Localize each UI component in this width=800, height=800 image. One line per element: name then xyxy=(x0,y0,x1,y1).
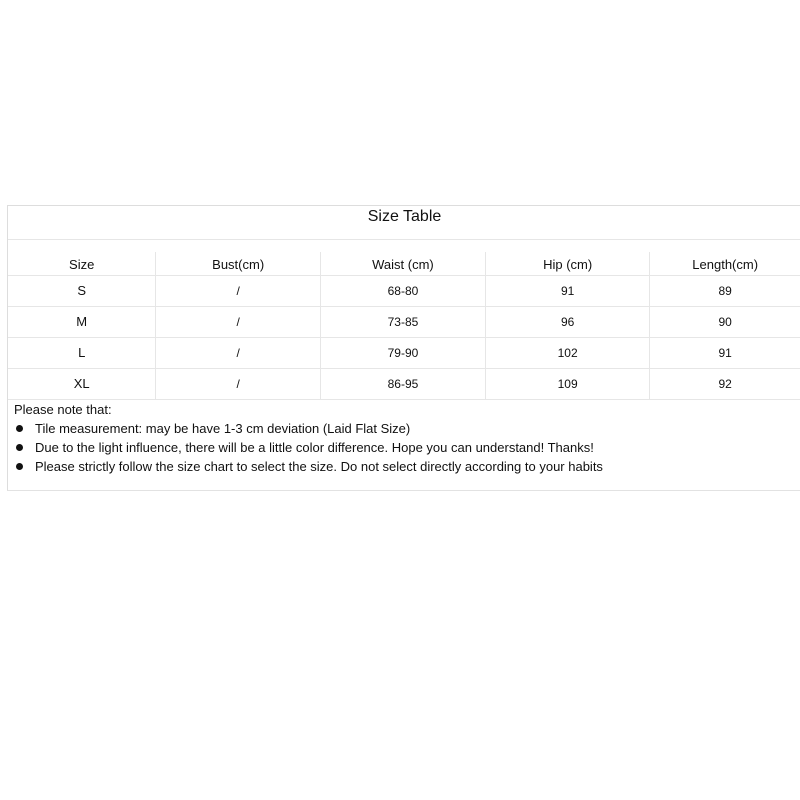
note-text: Due to the light influence, there will be a little color difference. Hope you can understand! Thanks! xyxy=(35,440,594,455)
table-row xyxy=(8,368,800,399)
table-row xyxy=(8,337,800,368)
column-header-bust: Bust(cm) xyxy=(156,252,321,275)
waist-cell: 73-85 xyxy=(320,306,485,337)
column-header-waist: Waist (cm) xyxy=(320,252,485,275)
size-cell: XL xyxy=(8,368,156,399)
note-text: Tile measurement: may be have 1-3 cm deviation (Laid Flat Size) xyxy=(35,421,411,436)
hip-cell: 102 xyxy=(485,337,649,368)
hip-cell: 91 xyxy=(485,275,649,306)
note-text: Please strictly follow the size chart to select the size. Do not select directly according to your habits xyxy=(35,459,603,474)
table-row xyxy=(8,275,800,306)
size-table xyxy=(8,252,800,400)
hip-cell: 109 xyxy=(485,368,649,399)
waist-cell: 86-95 xyxy=(320,368,485,399)
bullet-icon xyxy=(16,425,23,432)
length-cell: 89 xyxy=(650,275,800,306)
note-item xyxy=(14,419,603,438)
waist-cell: 68-80 xyxy=(320,275,485,306)
notes-section xyxy=(14,400,603,476)
column-header-size: Size xyxy=(8,252,156,275)
length-cell: 90 xyxy=(650,306,800,337)
bust-cell: / xyxy=(156,368,321,399)
size-table-panel xyxy=(7,205,800,491)
note-item xyxy=(14,438,603,457)
bust-cell: / xyxy=(156,306,321,337)
size-cell: S xyxy=(8,275,156,306)
waist-cell: 79-90 xyxy=(320,337,485,368)
table-row xyxy=(8,306,800,337)
bullet-icon xyxy=(16,444,23,451)
size-cell: M xyxy=(8,306,156,337)
note-item xyxy=(14,457,603,476)
length-cell: 92 xyxy=(650,368,800,399)
length-cell: 91 xyxy=(650,337,800,368)
column-header-hip: Hip (cm) xyxy=(485,252,649,275)
bullet-icon xyxy=(16,463,23,470)
bust-cell: / xyxy=(156,275,321,306)
table-header-row xyxy=(8,252,800,275)
size-table-title: Size Table xyxy=(8,206,800,240)
hip-cell: 96 xyxy=(485,306,649,337)
notes-heading: Please note that: xyxy=(14,402,112,417)
bust-cell: / xyxy=(156,337,321,368)
column-header-length: Length(cm) xyxy=(650,252,800,275)
size-cell: L xyxy=(8,337,156,368)
